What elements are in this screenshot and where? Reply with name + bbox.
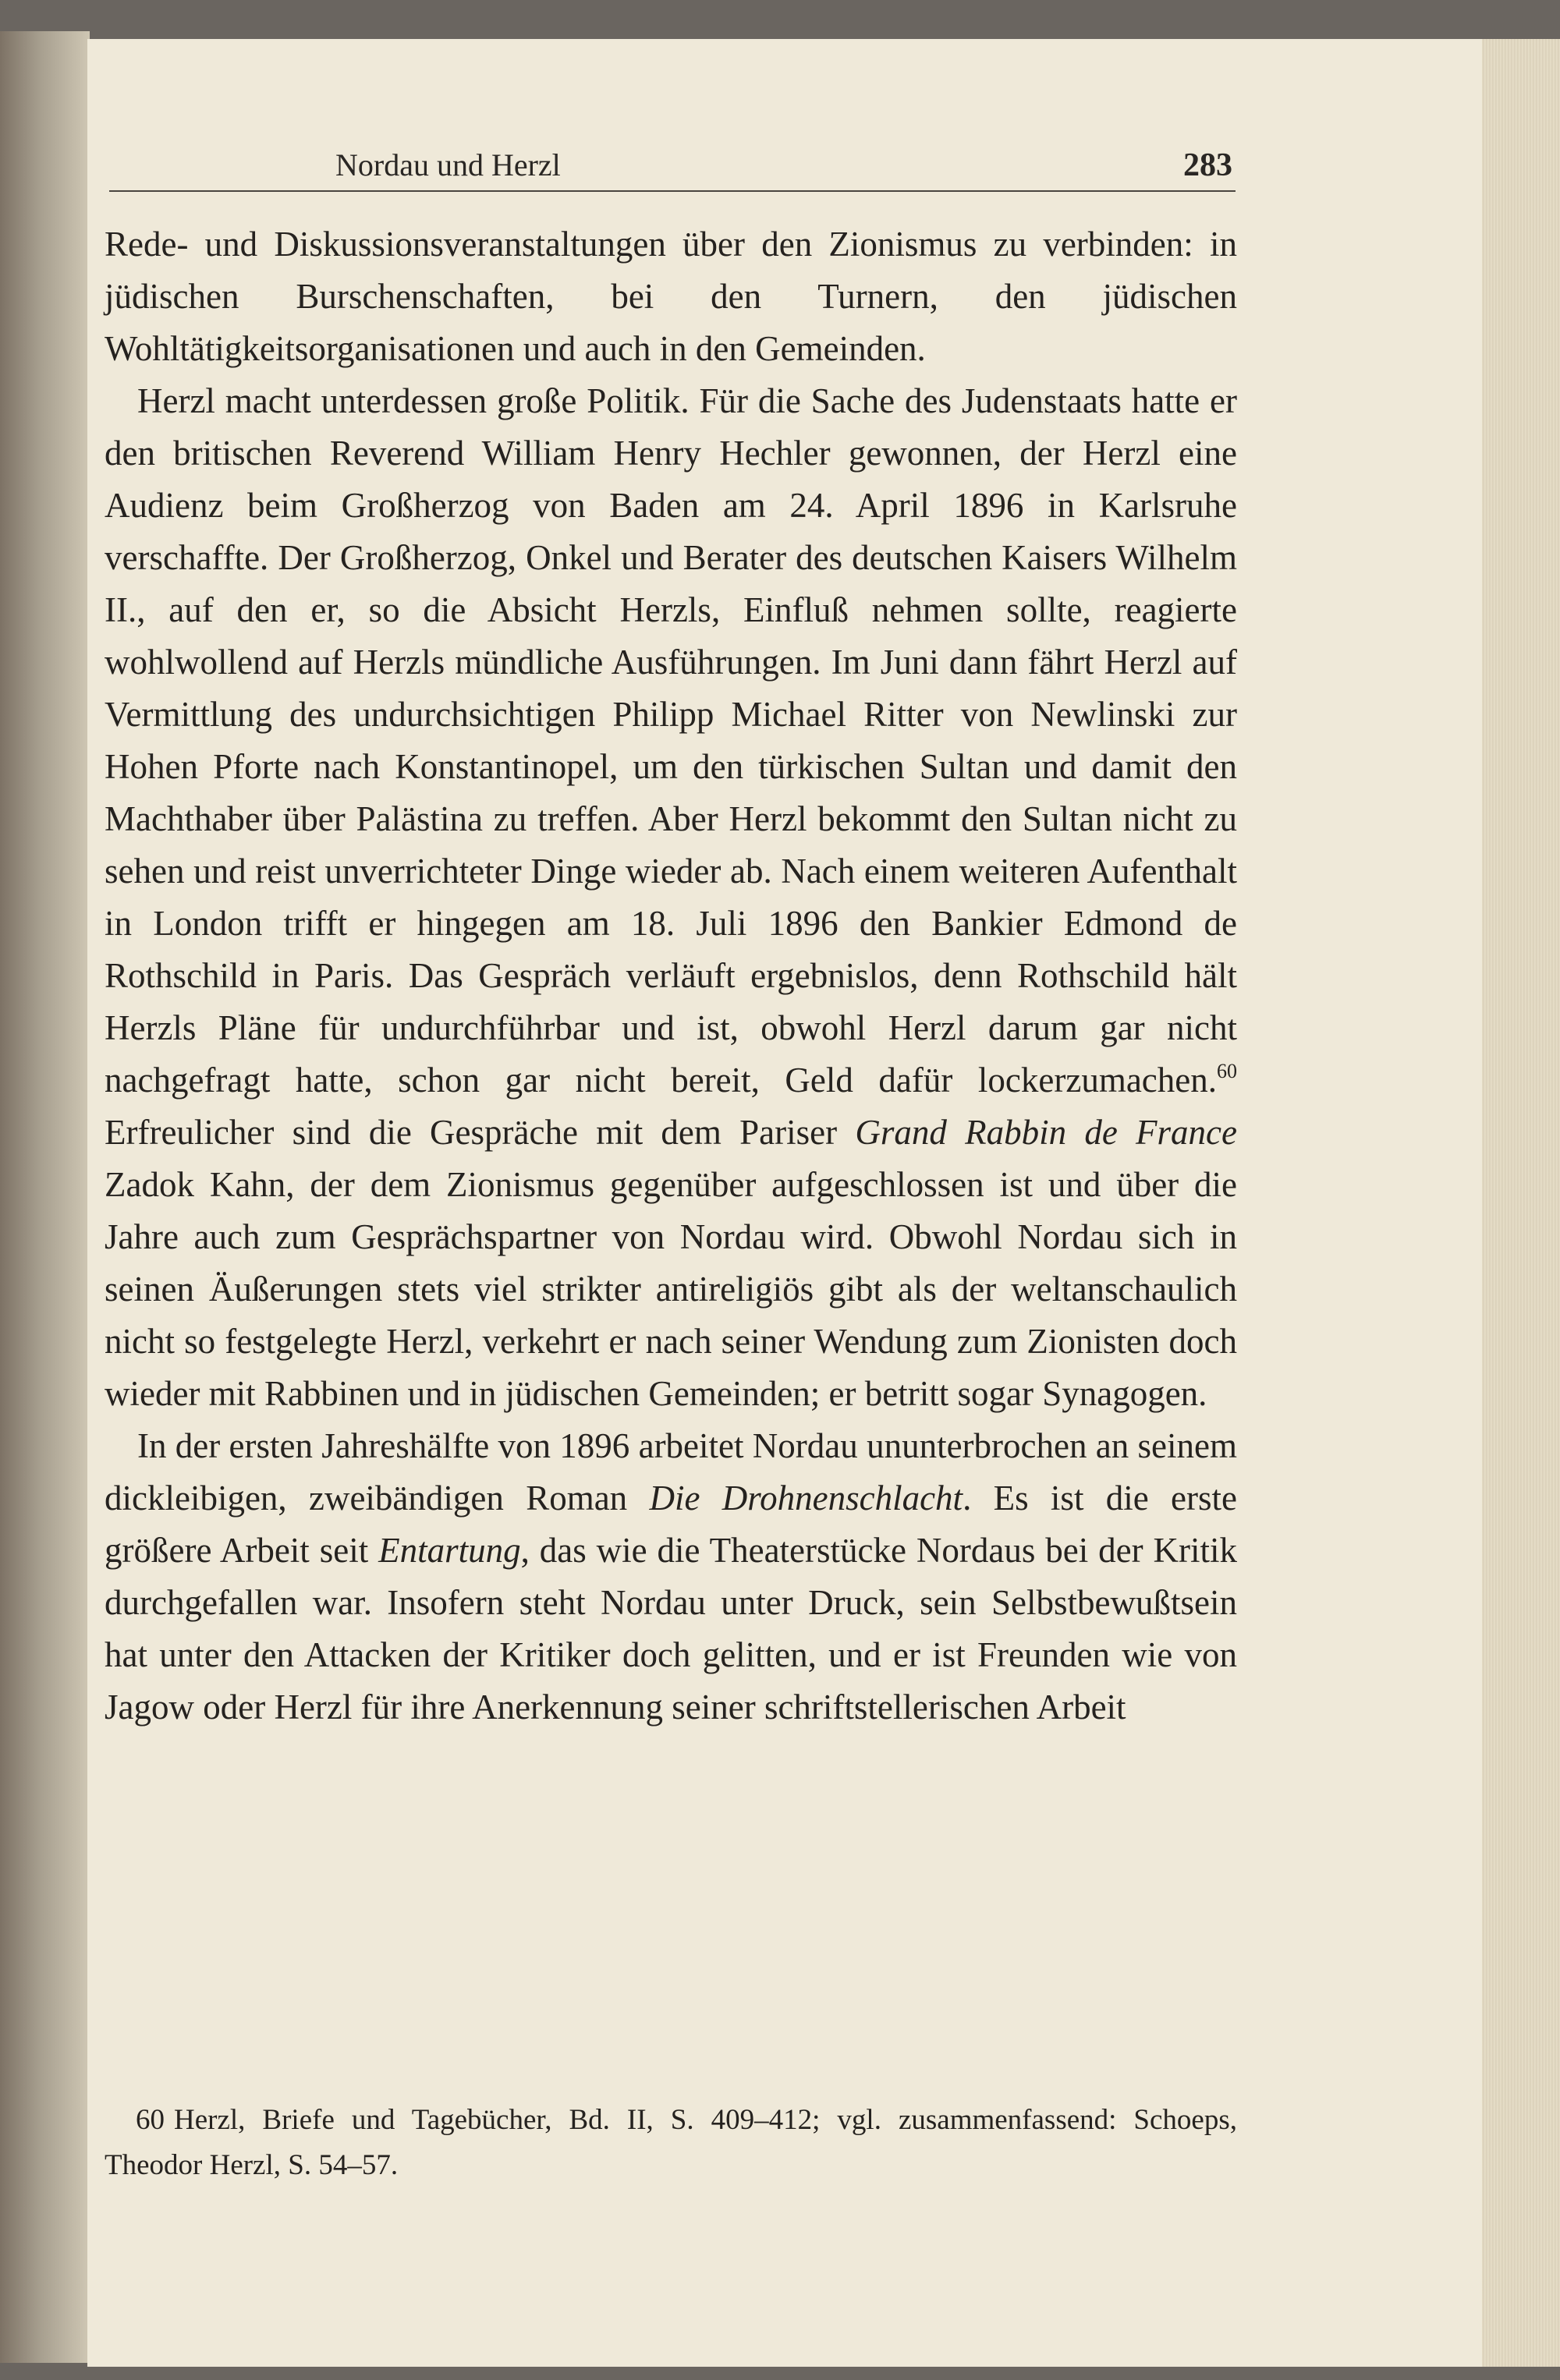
header-rule [109, 190, 1236, 192]
footnote-reference: 60 [1217, 1060, 1237, 1082]
italic-title-entartung: Entartung [378, 1531, 521, 1570]
paragraph-3-text-c: , das wie die Theaterstücke Nordaus bei der Kritik durchgefallen war. Insofern steht Nordau unter Druck, sein Selbstbewußtsein hat unter den Attacken der Kritiker doch gelitten, und er ist Freunden wie von Jagow oder Herzl für ihre Anerkennung seiner schriftstellerischen Arbeit [105, 1531, 1237, 1727]
paragraph-3-text-b: . Es ist die erste größere Arbeit seit [105, 1479, 1237, 1570]
italic-title-drohnenschlacht: Die Drohnenschlacht [649, 1479, 963, 1518]
page-edges [1482, 39, 1560, 2367]
paragraph-1: Rede- und Diskussionsveranstaltungen über den Zionismus zu verbinden: in jüdischen Burschenschaften, bei den Turnern, den jüdischen Wohltätigkeitsorganisationen und auch in den Gemeinden. [105, 225, 1237, 368]
running-head [109, 139, 1232, 193]
italic-title-grand-rabbin: Grand Rabbin de France [855, 1113, 1237, 1152]
page-number: 283 [1183, 147, 1232, 183]
running-head-title: Nordau und Herzl [335, 147, 561, 182]
paragraph-2 [105, 375, 1237, 1420]
footnote [105, 2098, 1237, 2188]
book-spine [0, 31, 90, 2363]
paragraph-3-text-a: In der ersten Jahreshälfte von 1896 arbeitet Nordau ununterbrochen an seinem dickleibigen, zweibändigen Roman [105, 1426, 1237, 1518]
footnote-text: Herzl, Briefe und Tagebücher, Bd. II, S. 409–412; vgl. zusammenfassend: Schoeps, Theodor Herzl, S. 54–57. [105, 2104, 1237, 2181]
paragraph-2-text-c: Zadok Kahn, der dem Zionismus gegenüber aufgeschlossen ist und über die Jahre auch zum Gesprächspartner von Nordau wird. Obwohl Nordau sich in seinen Äußerungen stets viel strikter antireligiös gibt als der weltanschaulich nicht so festgelegte Herzl, verkehrt er nach seiner Wendung zum Zionisten doch wieder mit Rabbinen und in jüdischen Gemeinden; er betritt sogar Synagogen. [105, 1165, 1237, 1413]
footnote-number: 60 [136, 2104, 165, 2136]
paragraph-2-text-a: Herzl macht unterdessen große Politik. Für die Sache des Judenstaats hatte er den britischen Reverend William Henry Hechler gewonnen, der Herzl eine Audienz beim Großherzog von Baden am 24. April 1896 in Karlsruhe verschaffte. Der Großherzog, Onkel und Berater des deutschen Kaisers Wilhelm II., auf den er, so die Absicht Herzls, Einfluß nehmen sollte, reagierte wohlwollend auf Herzls mündliche Ausführungen. Im Juni dann fährt Herzl auf Vermittlung des undurchsichtigen Philipp Michael Ritter von Newlinski zur Hohen Pforte nach Konstantinopel, um den türkischen Sultan und damit den Machthaber über Palästina zu treffen. Aber Herzl bekommt den Sultan nicht zu sehen und reist unverrichteter Dinge wieder ab. Nach einem weiteren Aufenthalt in London trifft er hingegen am 18. Juli 1896 den Bankier Edmond de Rothschild in Paris. Das Gespräch verläuft ergebnislos, denn Rothschild hält Herzls Pläne für undurchführbar und ist, obwohl Herzl darum gar nicht nachgefragt hatte, schon gar nicht bereit, Geld dafür lockerzumachen. [105, 381, 1237, 1100]
paragraph-2-text-b: Erfreulicher sind die Gespräche mit dem Pariser [105, 1113, 856, 1152]
paragraph-3 [105, 1420, 1237, 1734]
main-text [105, 218, 1237, 1734]
